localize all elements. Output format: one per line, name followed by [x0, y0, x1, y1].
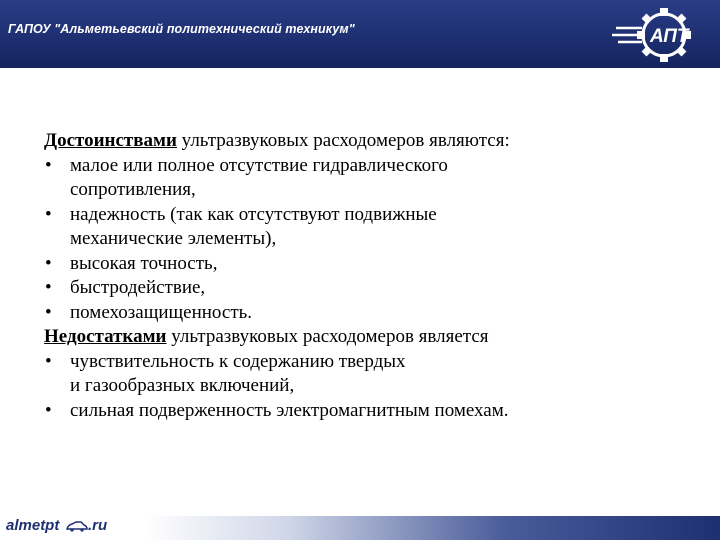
advantages-list [44, 154, 684, 326]
footer-site-domain: .ru [88, 517, 108, 534]
logo-text: АПТ [650, 26, 689, 47]
list-item-line: • надежность (так как отсутствуют подвижные [70, 203, 437, 225]
list-item [44, 350, 684, 399]
list-item-line: сопротивления, [70, 179, 196, 200]
list-item-line: • помехозащищенность. [70, 301, 253, 323]
disadvantages-heading [44, 325, 684, 350]
disadvantages-heading-text: ультразвуковых расходомеров является [166, 326, 489, 347]
footer-bar [0, 516, 720, 540]
header-title: ГАПОУ "Альметьевский политехнический техникум" [8, 22, 355, 36]
list-item-line: и газообразных включений, [70, 375, 295, 396]
list-item-line: • малое или полное отсутствие гидравлического [70, 154, 448, 176]
list-item-line: • сильная подверженность электромагнитным помехам. [70, 399, 509, 421]
list-item [44, 154, 684, 203]
slide-content [44, 129, 684, 423]
list-item-line: механические элементы), [70, 228, 277, 249]
list-item [44, 399, 684, 424]
list-item [44, 203, 684, 252]
list-item-line: • высокая точность, [70, 252, 218, 274]
list-item [44, 301, 684, 326]
advantages-keyword: Достоинствами [44, 130, 177, 151]
list-item [44, 276, 684, 301]
footer-site-name: almetpt [6, 517, 60, 534]
advantages-heading [44, 129, 684, 154]
list-item-line: • быстродействие, [70, 277, 206, 298]
list-item-line: • чувствительность к содержанию твердых [70, 350, 406, 372]
car-icon [66, 520, 88, 532]
list-item [44, 252, 684, 277]
disadvantages-list [44, 350, 684, 424]
advantages-heading-text: ультразвуковых расходомеров являются: [176, 130, 510, 151]
disadvantages-keyword: Недостатками [44, 326, 167, 347]
college-logo-icon [612, 6, 716, 64]
header-bar [0, 0, 720, 68]
